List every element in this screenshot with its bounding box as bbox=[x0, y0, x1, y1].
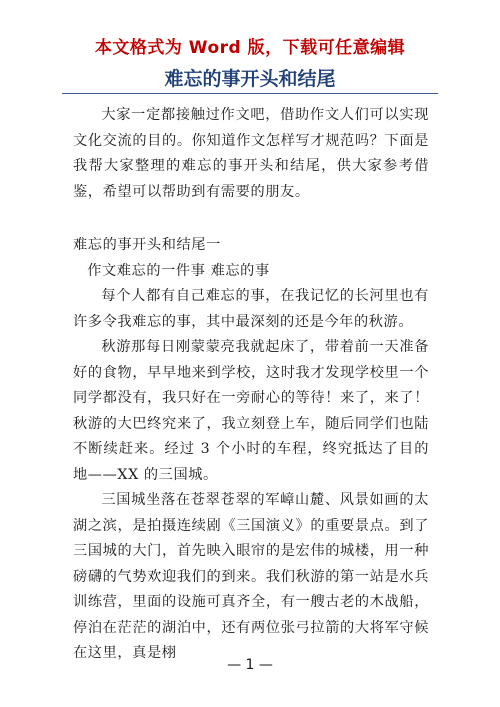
download-banner: 本文格式为 Word 版，下载可任意编辑 bbox=[94, 38, 406, 58]
page-number: — 1 — bbox=[227, 657, 273, 673]
section-heading: 难忘的事开头和结尾一 bbox=[73, 237, 221, 253]
intro-paragraph: 大家一定都接触过作文吧，借助作文人们可以实现文化交流的目的。你知道作文怎样写才规范吗？下面是我帮大家整理的难忘的事开头和结尾，供大家参考借鉴，希望可以帮助到有需要的朋友。 bbox=[73, 107, 429, 200]
paragraph-gap bbox=[73, 205, 429, 233]
sub-heading: 作文难忘的一件事 难忘的事 bbox=[87, 262, 270, 279]
body-paragraph: 秋游那每日刚蒙蒙亮我就起床了，带着前一天准备好的食物，早早地来到学校，这时我才发现学校里一个同学都没有，我只好在一旁耐心的等待！来了，来了！秋游的大巴终究来了，我立刻登上车，随后同学们也陆不断续赶来。经过 3 个小时的车程，终究抵达了目的地——XX 的三国城。 bbox=[73, 339, 429, 483]
document-body bbox=[73, 103, 429, 667]
title-divider bbox=[62, 93, 438, 94]
page-title: 难忘的事开头和结尾 bbox=[164, 68, 336, 90]
body-paragraph: 每个人都有自己难忘的事，在我记忆的长河里也有许多令我难忘的事，其中最深刻的还是今年的秋游。 bbox=[73, 288, 429, 330]
body-paragraph: 三国城坐落在苍翠苍翠的军嶂山麓、风景如画的太湖之滨，是拍摄连续剧《三国演义》的重要景点。到了三国城的大门，首先映入眼帘的是宏伟的城楼，用一种磅礴的气势欢迎我们的到来。我们秋游的第一站是水兵训练营，里面的设施可真齐全，有一艘古老的木战船，停泊在茫茫的湖泊中，还有两位张弓拉箭的大将军守候在这里，真是栩 bbox=[73, 492, 429, 661]
